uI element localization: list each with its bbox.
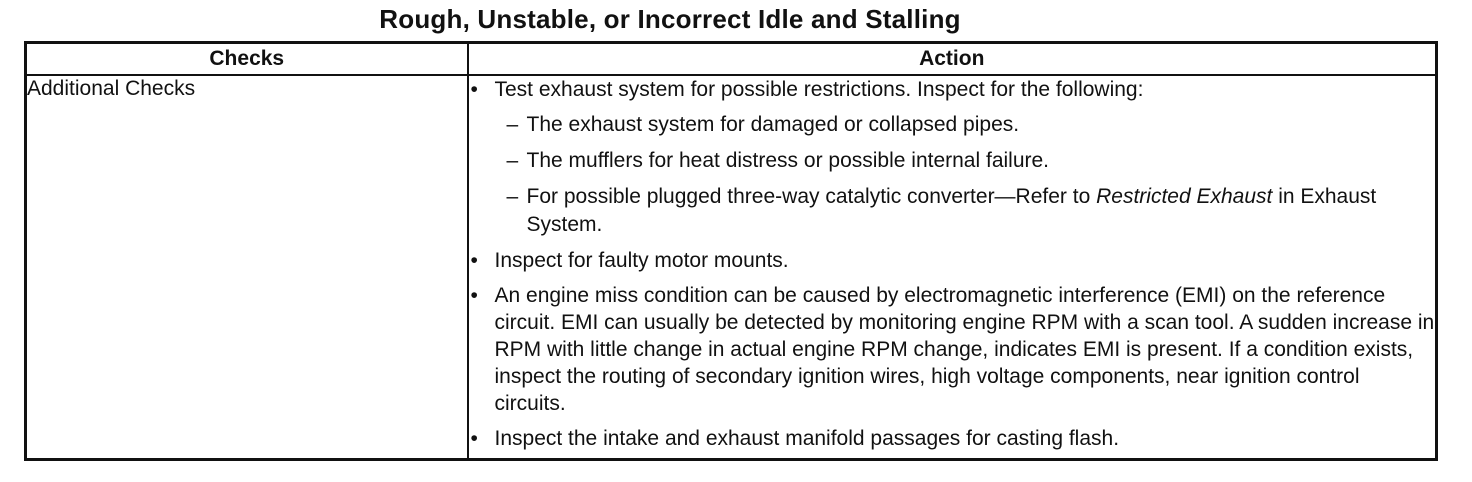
- bullet-icon: •: [470, 78, 478, 101]
- sub-action-item: [495, 111, 1436, 139]
- sub-action-text: The mufflers for heat distress or possible internal failure.: [526, 149, 1050, 172]
- dash-icon: –: [506, 149, 519, 172]
- action-item: [469, 425, 1436, 452]
- sub-action-item: [495, 183, 1436, 239]
- action-text: An engine miss condition can be caused by electromagnetic interference (EMI) on the reference circuit. EMI can usually be detected by monitoring engine RPM with a scan tool. A sudden increase in RPM with little change in actual engine RPM change, indicates EMI is present. If a condition exists, inspect the routing of secondary ignition wires, high voltage components, near ignition control circuits.: [494, 284, 1435, 415]
- table-header-row: [26, 43, 1437, 76]
- sub-action-text-pre: For possible plugged three-way catalytic converter—Refer to: [526, 185, 1097, 208]
- sub-action-text-post: in Exhaust System.: [526, 185, 1377, 236]
- table-row: [26, 75, 1437, 459]
- reference-link-text: Restricted Exhaust: [1096, 185, 1273, 208]
- bullet-icon: •: [470, 427, 478, 450]
- bullet-icon: •: [470, 284, 478, 307]
- dash-icon: –: [506, 113, 519, 136]
- action-text: Test exhaust system for possible restrictions. Inspect for the following:: [494, 78, 1144, 101]
- sub-action-item: [495, 147, 1436, 175]
- action-item: [469, 247, 1436, 274]
- diagnostic-table: [24, 41, 1438, 461]
- dash-icon: –: [506, 185, 519, 208]
- action-text: Inspect for faulty motor mounts.: [494, 249, 789, 272]
- action-cell: [468, 75, 1437, 459]
- action-text: Inspect the intake and exhaust manifold passages for casting flash.: [494, 427, 1120, 450]
- bullet-icon: •: [470, 249, 478, 272]
- column-header-checks: Checks: [26, 43, 468, 76]
- action-list: [469, 76, 1436, 452]
- sub-action-text: The exhaust system for damaged or collapsed pipes.: [526, 113, 1020, 136]
- sub-action-list: [495, 111, 1436, 239]
- check-cell: Additional Checks: [26, 75, 468, 459]
- page-title: Rough, Unstable, or Incorrect Idle and Stalling: [379, 4, 961, 34]
- column-header-action: Action: [468, 43, 1437, 76]
- action-item: [469, 76, 1436, 239]
- action-item: [469, 282, 1436, 417]
